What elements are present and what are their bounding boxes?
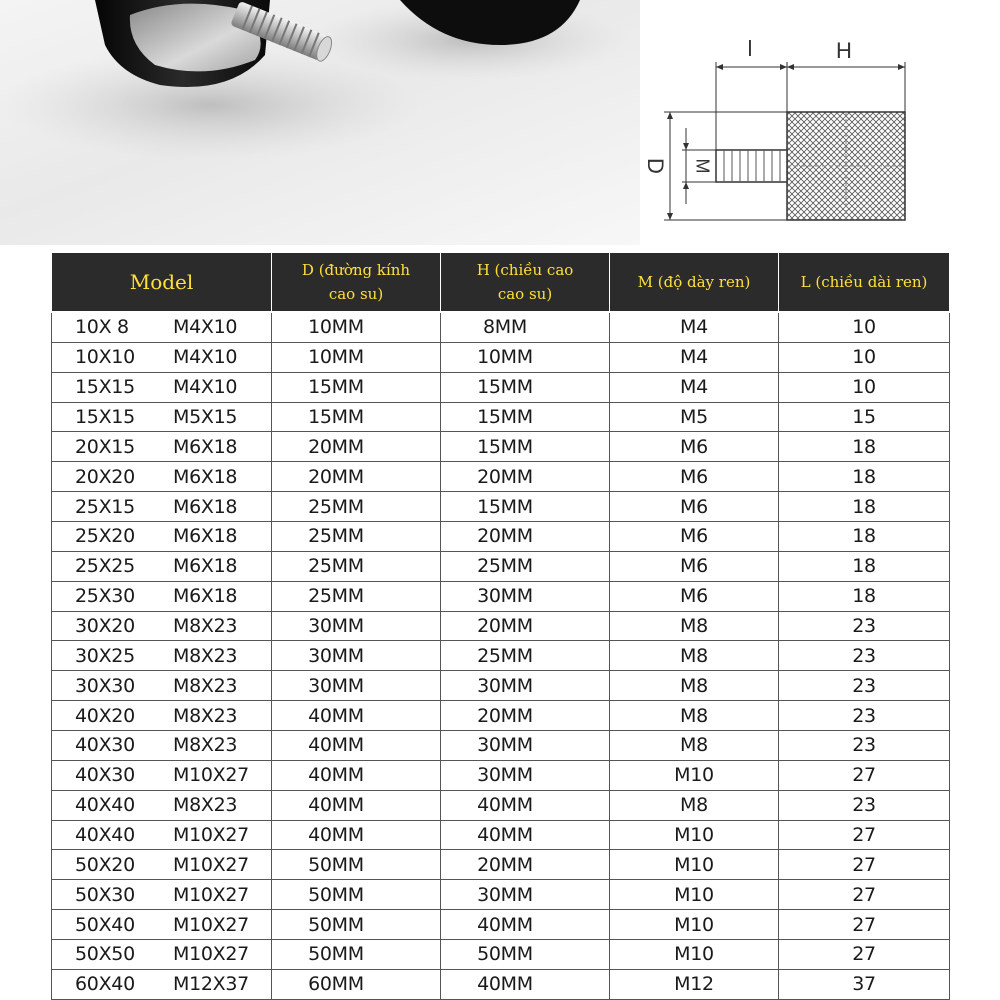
cell-thread-size: M6 [610,551,779,581]
cell-height: 20MM [441,611,610,641]
model-size: 20X20 [75,465,135,488]
model-size: 25X20 [75,525,135,548]
model-thread: M6X18 [173,525,238,548]
header-d-line1: D (đường kính [301,261,411,279]
model-size: 40X40 [75,824,135,847]
model-size: 25X15 [75,495,135,518]
cell-model [52,910,272,940]
cell-model [52,641,272,671]
cell-model [52,402,272,432]
cell-height: 40MM [441,820,610,850]
cell-thread-size: M6 [610,581,779,611]
cell-thread-length: 23 [779,790,950,820]
cell-thread-size: M6 [610,462,779,492]
cell-diameter: 15MM [272,402,441,432]
table-row [52,671,950,701]
header-d [272,253,441,313]
cell-model [52,731,272,761]
cell-thread-size: M4 [610,312,779,342]
cell-thread-size: M12 [610,969,779,999]
cell-thread-length: 18 [779,432,950,462]
cell-model [52,969,272,999]
model-thread: M10X27 [173,943,249,966]
table-row [52,760,950,790]
model-size: 60X40 [75,973,135,996]
model-size: 50X40 [75,913,135,936]
model-thread: M10X27 [173,913,249,936]
cell-diameter: 25MM [272,551,441,581]
header-h-line1: H (chiều cao [476,261,574,279]
cell-thread-length: 15 [779,402,950,432]
cell-diameter: 40MM [272,731,441,761]
model-size: 40X30 [75,734,135,757]
cell-thread-length: 18 [779,522,950,552]
table-row [52,969,950,999]
model-size: 30X25 [75,644,135,667]
table-row [52,611,950,641]
cell-thread-size: M8 [610,790,779,820]
table-row [52,581,950,611]
table-row [52,641,950,671]
table-row [52,402,950,432]
table-row [52,432,950,462]
cell-diameter: 30MM [272,671,441,701]
cell-diameter: 10MM [272,342,441,372]
model-size: 10X 8 [75,316,129,339]
cell-thread-size: M8 [610,611,779,641]
cell-thread-size: M10 [610,910,779,940]
cell-diameter: 20MM [272,432,441,462]
cell-diameter: 50MM [272,850,441,880]
cell-height: 30MM [441,731,610,761]
table-row [52,790,950,820]
cell-height: 25MM [441,551,610,581]
cell-height: 15MM [441,372,610,402]
cell-thread-size: M4 [610,342,779,372]
model-thread: M8X23 [173,794,238,817]
model-thread: M8X23 [173,704,238,727]
table-row [52,850,950,880]
cell-thread-length: 27 [779,940,950,970]
header-model: Model [52,253,272,313]
model-size: 50X20 [75,853,135,876]
model-thread: M6X18 [173,435,238,458]
cell-thread-length: 23 [779,671,950,701]
cell-height: 40MM [441,969,610,999]
model-size: 20X15 [75,435,135,458]
model-thread: M8X23 [173,615,238,638]
cell-thread-size: M6 [610,432,779,462]
cell-diameter: 40MM [272,820,441,850]
cell-model [52,790,272,820]
cell-diameter: 25MM [272,522,441,552]
cell-diameter: 25MM [272,581,441,611]
cell-diameter: 50MM [272,910,441,940]
cell-diameter: 40MM [272,790,441,820]
cell-height: 10MM [441,342,610,372]
cell-thread-size: M6 [610,492,779,522]
model-thread: M10X27 [173,853,249,876]
cell-thread-size: M10 [610,940,779,970]
model-thread: M10X27 [173,764,249,787]
model-thread: M6X18 [173,495,238,518]
cell-height: 30MM [441,581,610,611]
cell-thread-length: 10 [779,312,950,342]
cell-thread-length: 18 [779,492,950,522]
label-h: H [836,38,852,63]
cell-model [52,581,272,611]
model-thread: M6X18 [173,585,238,608]
header-h-line2: cao su) [497,285,553,303]
cell-model [52,880,272,910]
cell-diameter: 25MM [272,492,441,522]
cell-thread-length: 23 [779,611,950,641]
cell-thread-size: M10 [610,850,779,880]
header-h [441,253,610,313]
cell-diameter: 60MM [272,969,441,999]
model-size: 25X30 [75,585,135,608]
model-thread: M4X10 [173,376,238,399]
table-row [52,731,950,761]
cell-height: 15MM [441,432,610,462]
cell-thread-length: 23 [779,641,950,671]
cell-diameter: 30MM [272,611,441,641]
model-thread: M5X15 [173,406,238,428]
model-size: 40X40 [75,794,135,817]
cell-thread-length: 27 [779,820,950,850]
cell-model [52,940,272,970]
model-size: 50X50 [75,943,135,966]
cell-thread-size: M4 [610,372,779,402]
model-size: 50X30 [75,883,135,906]
cell-thread-length: 27 [779,850,950,880]
cell-height: 40MM [441,790,610,820]
cell-height: 20MM [441,850,610,880]
table-row [52,312,950,342]
table-row [52,940,950,970]
cell-diameter: 50MM [272,940,441,970]
cell-model [52,850,272,880]
table-row [52,462,950,492]
model-size: 30X20 [75,615,135,638]
label-m: M [692,158,713,174]
cell-model [52,432,272,462]
model-thread: M6X18 [173,465,238,488]
cell-thread-length: 10 [779,342,950,372]
header-m: M (độ dày ren) [610,253,779,313]
cell-model [52,760,272,790]
cell-model [52,611,272,641]
cell-model [52,701,272,731]
model-size: 15X15 [75,406,135,428]
model-size: 30X30 [75,674,135,697]
table-row [52,880,950,910]
model-thread: M10X27 [173,824,249,847]
cell-diameter: 10MM [272,312,441,342]
cell-model [52,372,272,402]
table-body [52,312,950,1000]
cell-thread-length: 27 [779,760,950,790]
cell-thread-size: M8 [610,641,779,671]
model-thread: M8X23 [173,674,238,697]
header-d-line2: cao su) [328,285,384,303]
table-row [52,492,950,522]
cell-height: 8MM [441,312,610,342]
cell-model [52,522,272,552]
label-d: D [643,158,669,174]
cell-model [52,462,272,492]
table-row [52,910,950,940]
model-thread: M8X23 [173,734,238,757]
model-thread: M6X18 [173,555,238,578]
cell-model [52,342,272,372]
table-row [52,701,950,731]
cell-height: 15MM [441,402,610,432]
cell-height: 20MM [441,522,610,552]
model-thread: M4X10 [173,316,238,339]
cell-model [52,312,272,342]
table-header-row [52,253,950,313]
cell-thread-length: 23 [779,731,950,761]
cell-thread-size: M10 [610,880,779,910]
cell-thread-size: M5 [610,402,779,432]
spec-table [51,252,950,1000]
model-size: 40X30 [75,764,135,787]
cell-thread-length: 37 [779,969,950,999]
model-thread: M4X10 [173,346,238,369]
cell-thread-size: M8 [610,671,779,701]
model-thread: M10X27 [173,883,249,906]
cell-height: 25MM [441,641,610,671]
mount-drawing [636,32,936,232]
cell-thread-size: M8 [610,701,779,731]
model-thread: M12X37 [173,973,249,996]
cell-height: 20MM [441,462,610,492]
cell-height: 40MM [441,910,610,940]
cell-height: 30MM [441,760,610,790]
cell-model [52,671,272,701]
cell-thread-length: 23 [779,701,950,731]
cell-thread-size: M8 [610,731,779,761]
rubber-mount-photo [0,0,640,245]
cell-thread-length: 18 [779,551,950,581]
table-row [52,342,950,372]
cell-diameter: 30MM [272,641,441,671]
model-thread: M8X23 [173,644,238,667]
cell-model [52,820,272,850]
cell-model [52,492,272,522]
cell-height: 20MM [441,701,610,731]
cell-thread-length: 27 [779,910,950,940]
label-l: l [747,36,753,61]
table-row [52,551,950,581]
cell-thread-length: 10 [779,372,950,402]
cell-thread-size: M6 [610,522,779,552]
model-size: 25X25 [75,555,135,578]
cell-height: 30MM [441,671,610,701]
product-photo [0,0,640,245]
cell-diameter: 40MM [272,760,441,790]
table-row [52,522,950,552]
table-row [52,820,950,850]
model-size: 10X10 [75,346,135,369]
cell-diameter: 15MM [272,372,441,402]
cell-height: 30MM [441,880,610,910]
table-row [52,372,950,402]
cell-thread-size: M10 [610,760,779,790]
cell-thread-size: M10 [610,820,779,850]
cell-thread-length: 18 [779,581,950,611]
cell-thread-length: 27 [779,880,950,910]
cell-diameter: 20MM [272,462,441,492]
cell-height: 50MM [441,940,610,970]
cell-model [52,551,272,581]
cell-thread-length: 18 [779,462,950,492]
cell-diameter: 40MM [272,701,441,731]
cell-height: 15MM [441,492,610,522]
header-l: L (chiều dài ren) [779,253,950,313]
model-size: 15X15 [75,376,135,399]
model-size: 40X20 [75,704,135,727]
dimension-diagram [636,32,936,232]
cell-diameter: 50MM [272,880,441,910]
